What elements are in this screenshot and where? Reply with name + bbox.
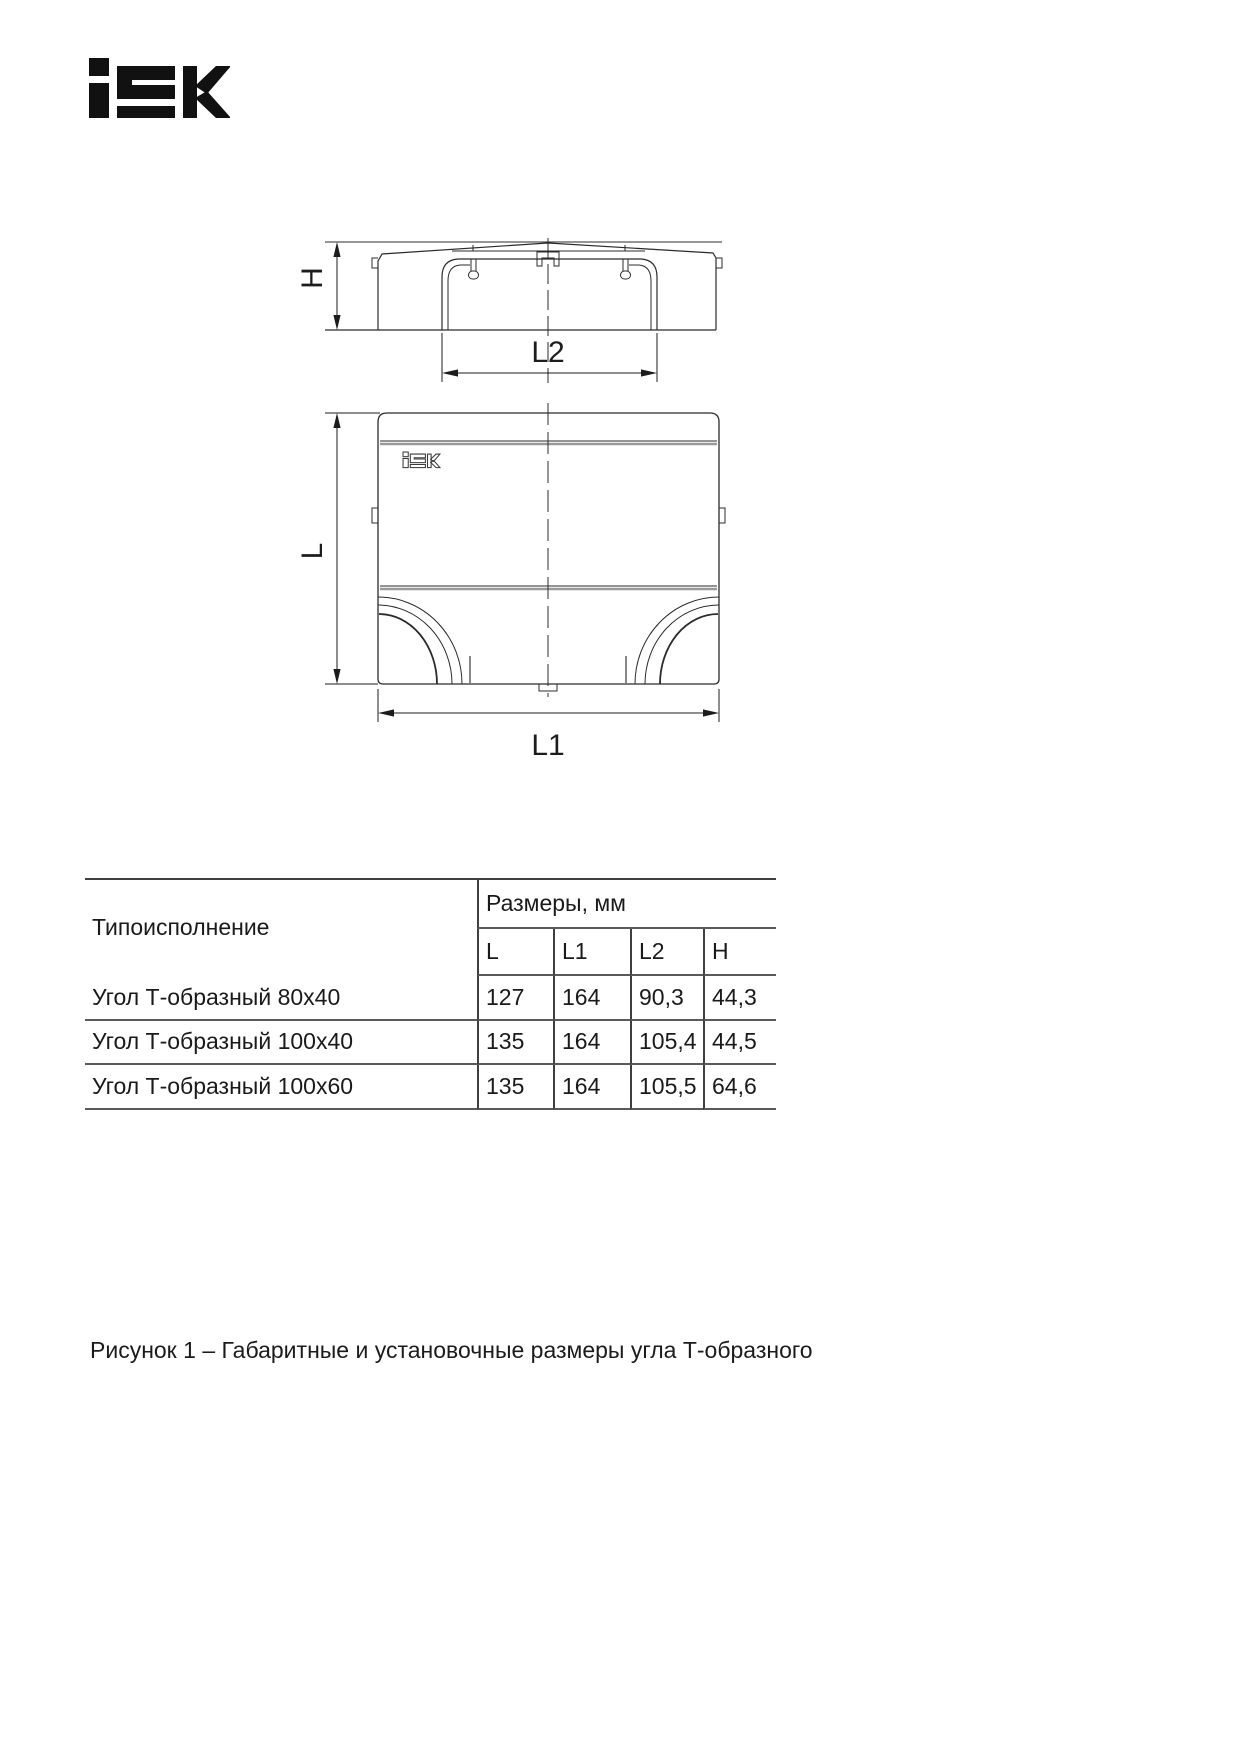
technical-drawing	[295, 228, 795, 773]
clip-hook-right	[621, 259, 631, 279]
table-cell-l1: 164	[553, 1021, 630, 1065]
front-view	[372, 403, 725, 697]
dim-l2-arrow-right	[641, 369, 657, 376]
dim-h-arrow-up	[333, 242, 340, 257]
iek-logo-graphic	[85, 58, 230, 118]
table-cell-l1: 164	[553, 976, 630, 1021]
table-cell-l2: 90,3	[630, 976, 703, 1021]
front-iek-emboss-logo	[403, 452, 440, 468]
clip-hook-left	[469, 259, 479, 279]
dim-label-l1: L1	[531, 729, 565, 762]
front-left-tab	[372, 508, 378, 523]
table-cell-l: 135	[477, 1021, 553, 1065]
table-subheader-h: H	[703, 929, 776, 976]
table-cell-l2: 105,5	[630, 1065, 703, 1110]
dim-label-l: L	[296, 542, 329, 560]
left-arc-thin-2	[378, 605, 452, 684]
dim-label-l2: L2	[531, 336, 565, 369]
side-body-outline	[378, 243, 716, 330]
table-cell-l1: 164	[553, 1065, 630, 1110]
iek-logo	[85, 58, 230, 118]
side-right-tab	[716, 258, 722, 268]
table-subheader-l1: L1	[553, 929, 630, 976]
dim-l1-arrow-left	[378, 709, 394, 716]
table-cell-l: 135	[477, 1065, 553, 1110]
channel-inner-wall-right	[629, 265, 651, 330]
dim-l1-arrow-right	[703, 709, 719, 716]
table-cell-h: 44,3	[703, 976, 776, 1021]
dim-l2	[442, 333, 657, 382]
right-arc-thin-1	[635, 597, 719, 684]
dimensions-table	[85, 878, 776, 1110]
dim-label-h: H	[296, 267, 329, 289]
table-row-name: Угол Т-образный 80х40	[85, 976, 477, 1021]
table-header-type: Типоисполнение	[85, 878, 477, 976]
drawing-svg	[295, 228, 795, 773]
figure-caption: Рисунок 1 – Габаритные и установочные размеры угла Т-образного	[90, 1337, 813, 1363]
dim-l	[296, 413, 380, 684]
side-left-tab	[372, 258, 378, 268]
table-header-sizes-group: Размеры, мм	[477, 878, 776, 929]
dim-l1	[378, 689, 719, 762]
table-row-name: Угол Т-образный 100х40	[85, 1021, 477, 1065]
table-cell-h: 64,6	[703, 1065, 776, 1110]
table-row-name: Угол Т-образный 100х60	[85, 1065, 477, 1110]
table-cell-h: 44,5	[703, 1021, 776, 1065]
channel-inner-wall-left	[448, 265, 470, 330]
dim-l-arrow-up	[333, 413, 340, 428]
table-subheader-l2: L2	[630, 929, 703, 976]
right-arc-thin-2	[645, 605, 719, 684]
side-view	[325, 238, 722, 383]
left-arc-thin-1	[378, 597, 462, 684]
right-arc-thick	[660, 614, 718, 684]
table-cell-l: 127	[477, 976, 553, 1021]
dim-h	[296, 242, 341, 330]
left-arc-thick	[379, 614, 437, 684]
front-right-tab	[719, 508, 725, 523]
dim-l-arrow-down	[333, 669, 340, 684]
table-cell-l2: 105,4	[630, 1021, 703, 1065]
channel-outer-wall	[442, 259, 657, 330]
table-subheader-l: L	[477, 929, 553, 976]
dim-l2-arrow-left	[442, 369, 458, 376]
dim-h-arrow-down	[333, 315, 340, 330]
